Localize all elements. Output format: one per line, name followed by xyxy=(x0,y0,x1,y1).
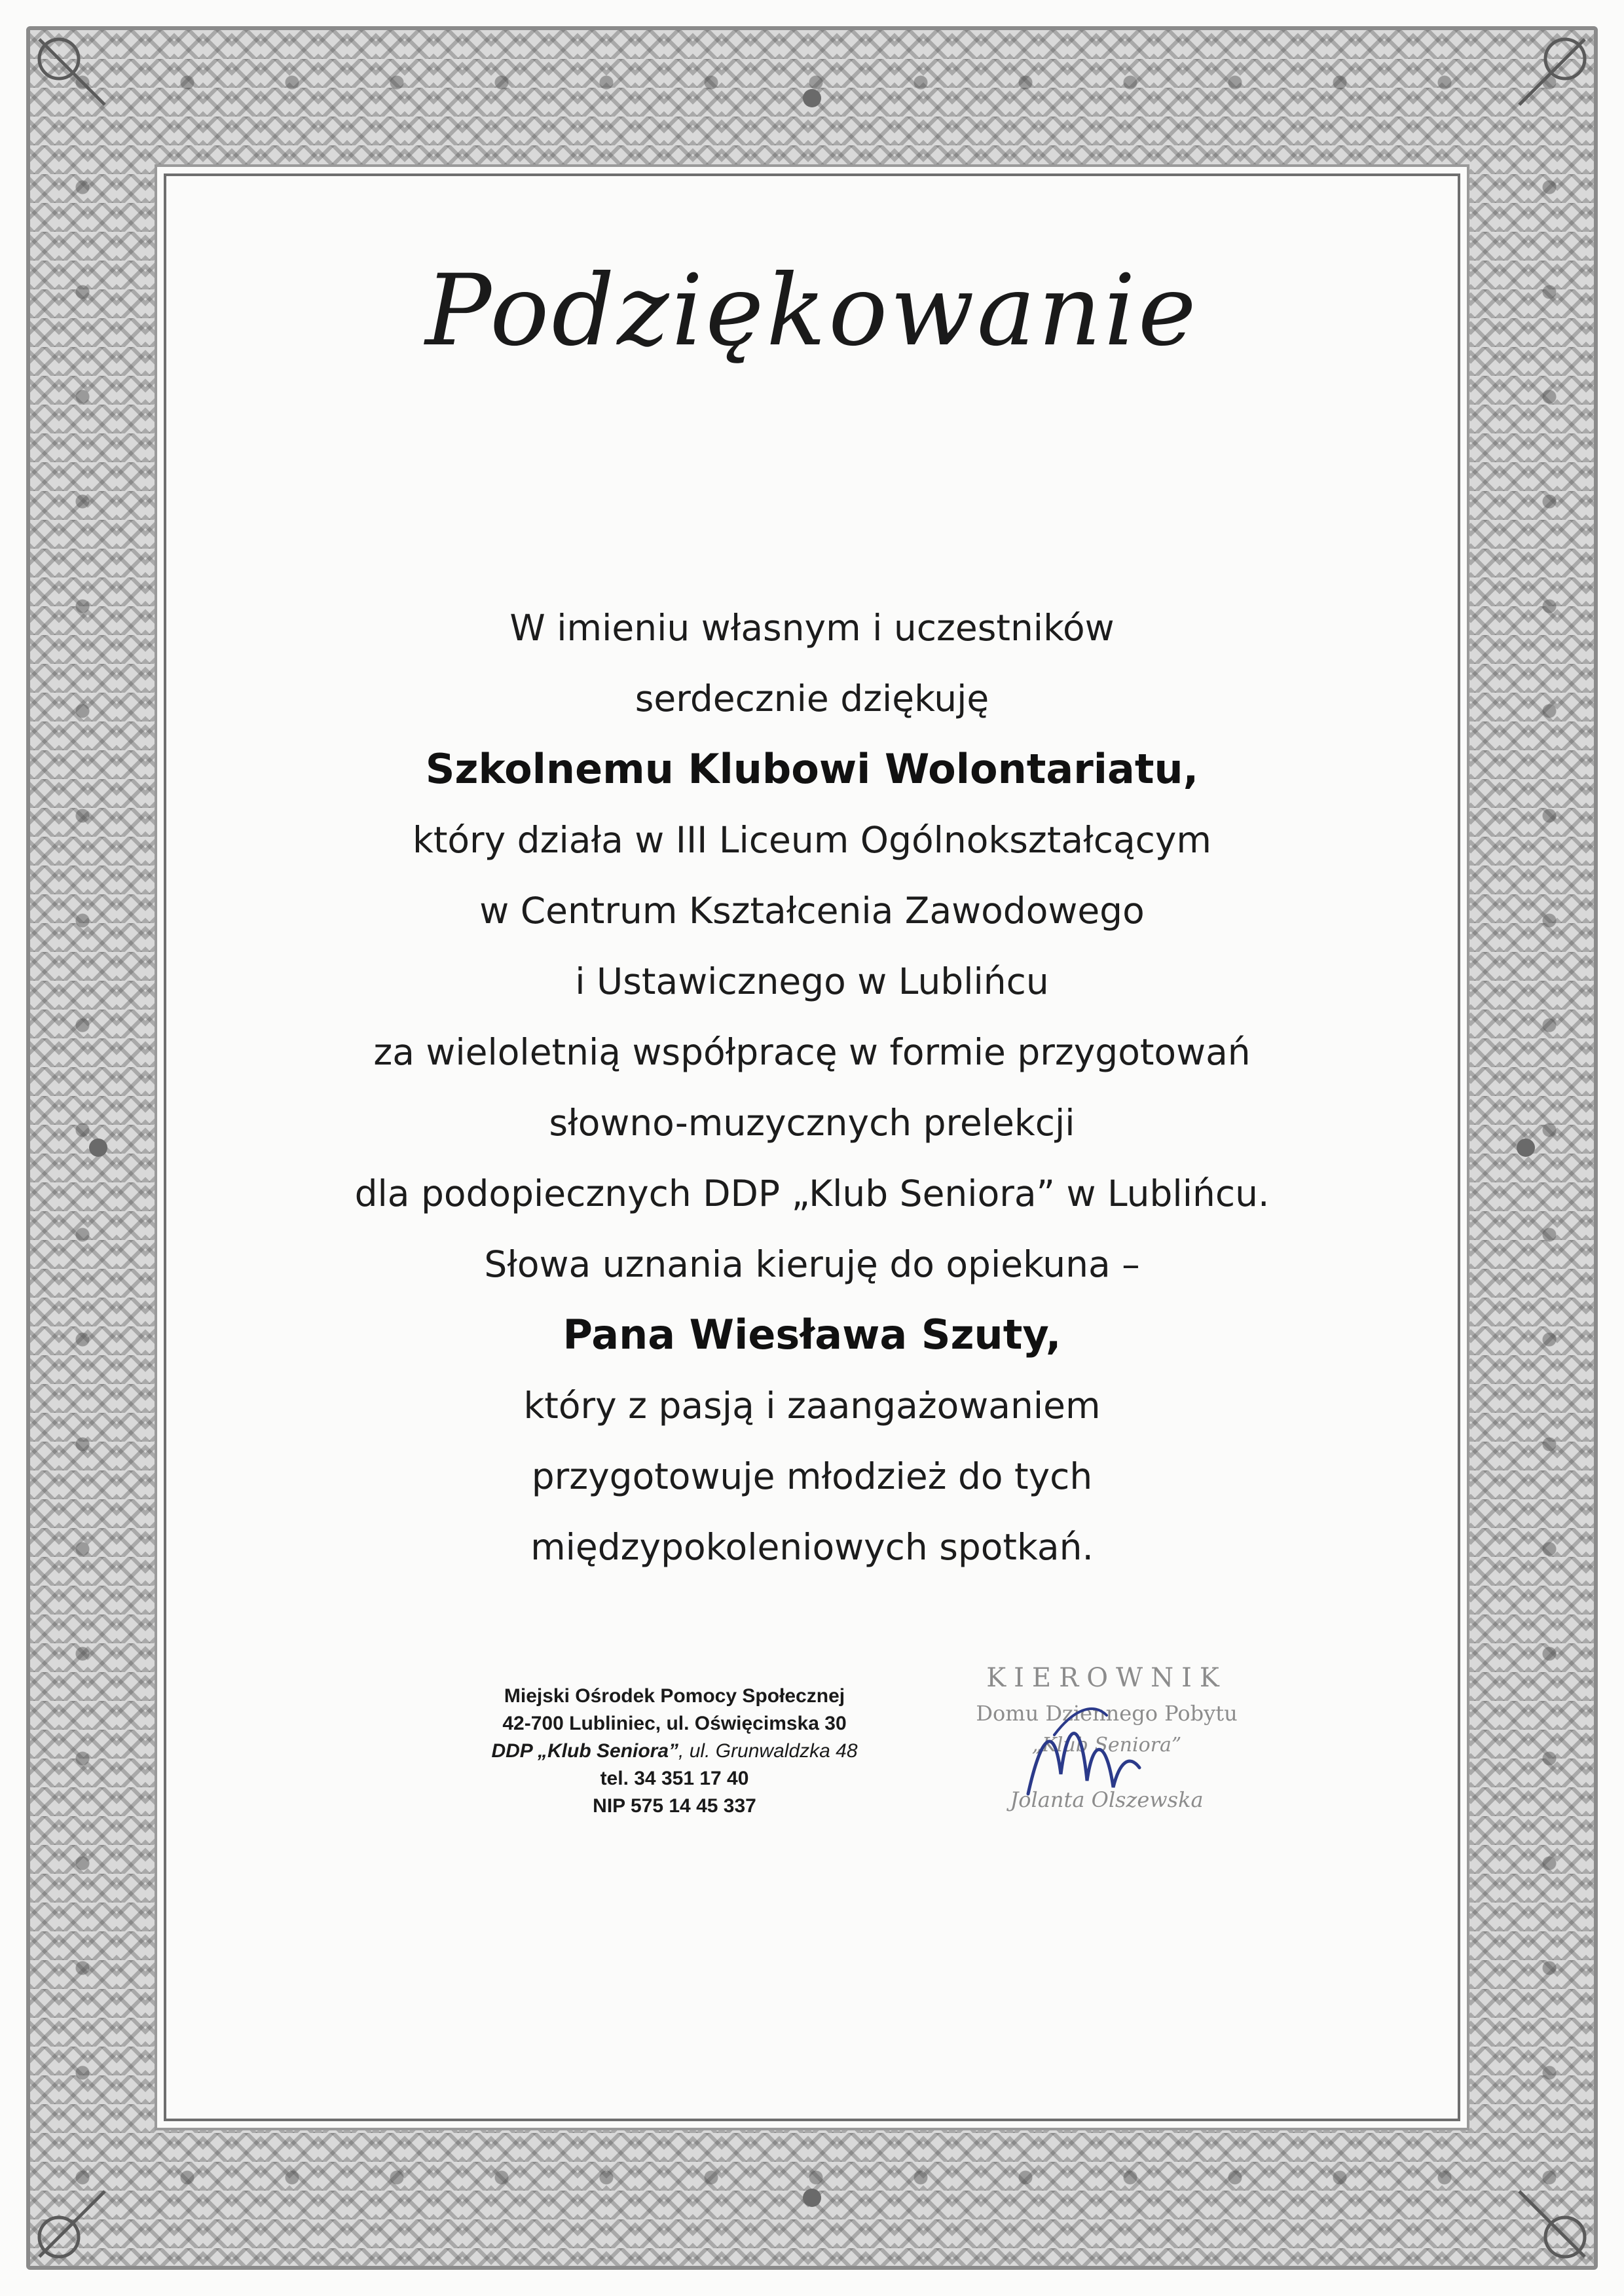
issuer-branch xyxy=(393,1738,956,1765)
body-line: przygotowuje młodzież do tych xyxy=(531,1455,1093,1497)
stamp-club: „Klub Seniora” xyxy=(1031,1734,1182,1757)
handwritten-signature xyxy=(1015,1696,1146,1827)
body-line: który działa w III Liceum Ogólnokształcącym xyxy=(412,819,1212,861)
issuer-address xyxy=(393,1683,956,1820)
issuer-name: Miejski Ośrodek Pomocy Społecznej xyxy=(504,1685,845,1707)
body-line: serdecznie dziękuję xyxy=(635,678,989,720)
body-line: za wieloletnią współpracę w formie przygotowań xyxy=(373,1031,1251,1073)
body-line: Słowa uznania kieruję do opiekuna – xyxy=(484,1243,1140,1285)
branch-name: DDP „Klub Seniora” xyxy=(491,1740,679,1762)
body-text xyxy=(164,592,1460,1582)
issuer-nip: NIP 575 14 45 337 xyxy=(593,1795,756,1817)
body-line: międzypokoleniowych spotkań. xyxy=(530,1526,1094,1568)
body-line: dla podopiecznych DDP „Klub Seniora” w Lublińcu. xyxy=(354,1173,1270,1214)
recipient-name: Szkolnemu Klubowi Wolontariatu, xyxy=(425,745,1199,793)
body-line: i Ustawicznego w Lublińcu xyxy=(575,960,1049,1002)
mentor-name: Pana Wiesława Szuty, xyxy=(563,1311,1061,1358)
stamp-title: KIEROWNIK xyxy=(986,1663,1227,1693)
document-title: Podziękowanie xyxy=(425,254,1199,368)
stamp-person: Jolanta Olszewska xyxy=(1010,1787,1204,1812)
body-line: słowno-muzycznych prelekcji xyxy=(549,1102,1075,1144)
issuer-phone: tel. 34 351 17 40 xyxy=(600,1768,749,1789)
stamp-institution: Domu Dziennego Pobytu xyxy=(976,1701,1238,1726)
body-line: który z pasją i zaangażowaniem xyxy=(523,1385,1101,1427)
issuer-street: 42-700 Lubliniec, ul. Oświęcimska 30 xyxy=(502,1713,847,1734)
branch-street: , ul. Grunwaldzka 48 xyxy=(678,1740,858,1762)
body-line: w Centrum Kształcenia Zawodowego xyxy=(479,890,1145,932)
body-line: W imieniu własnym i uczestników xyxy=(509,607,1115,649)
